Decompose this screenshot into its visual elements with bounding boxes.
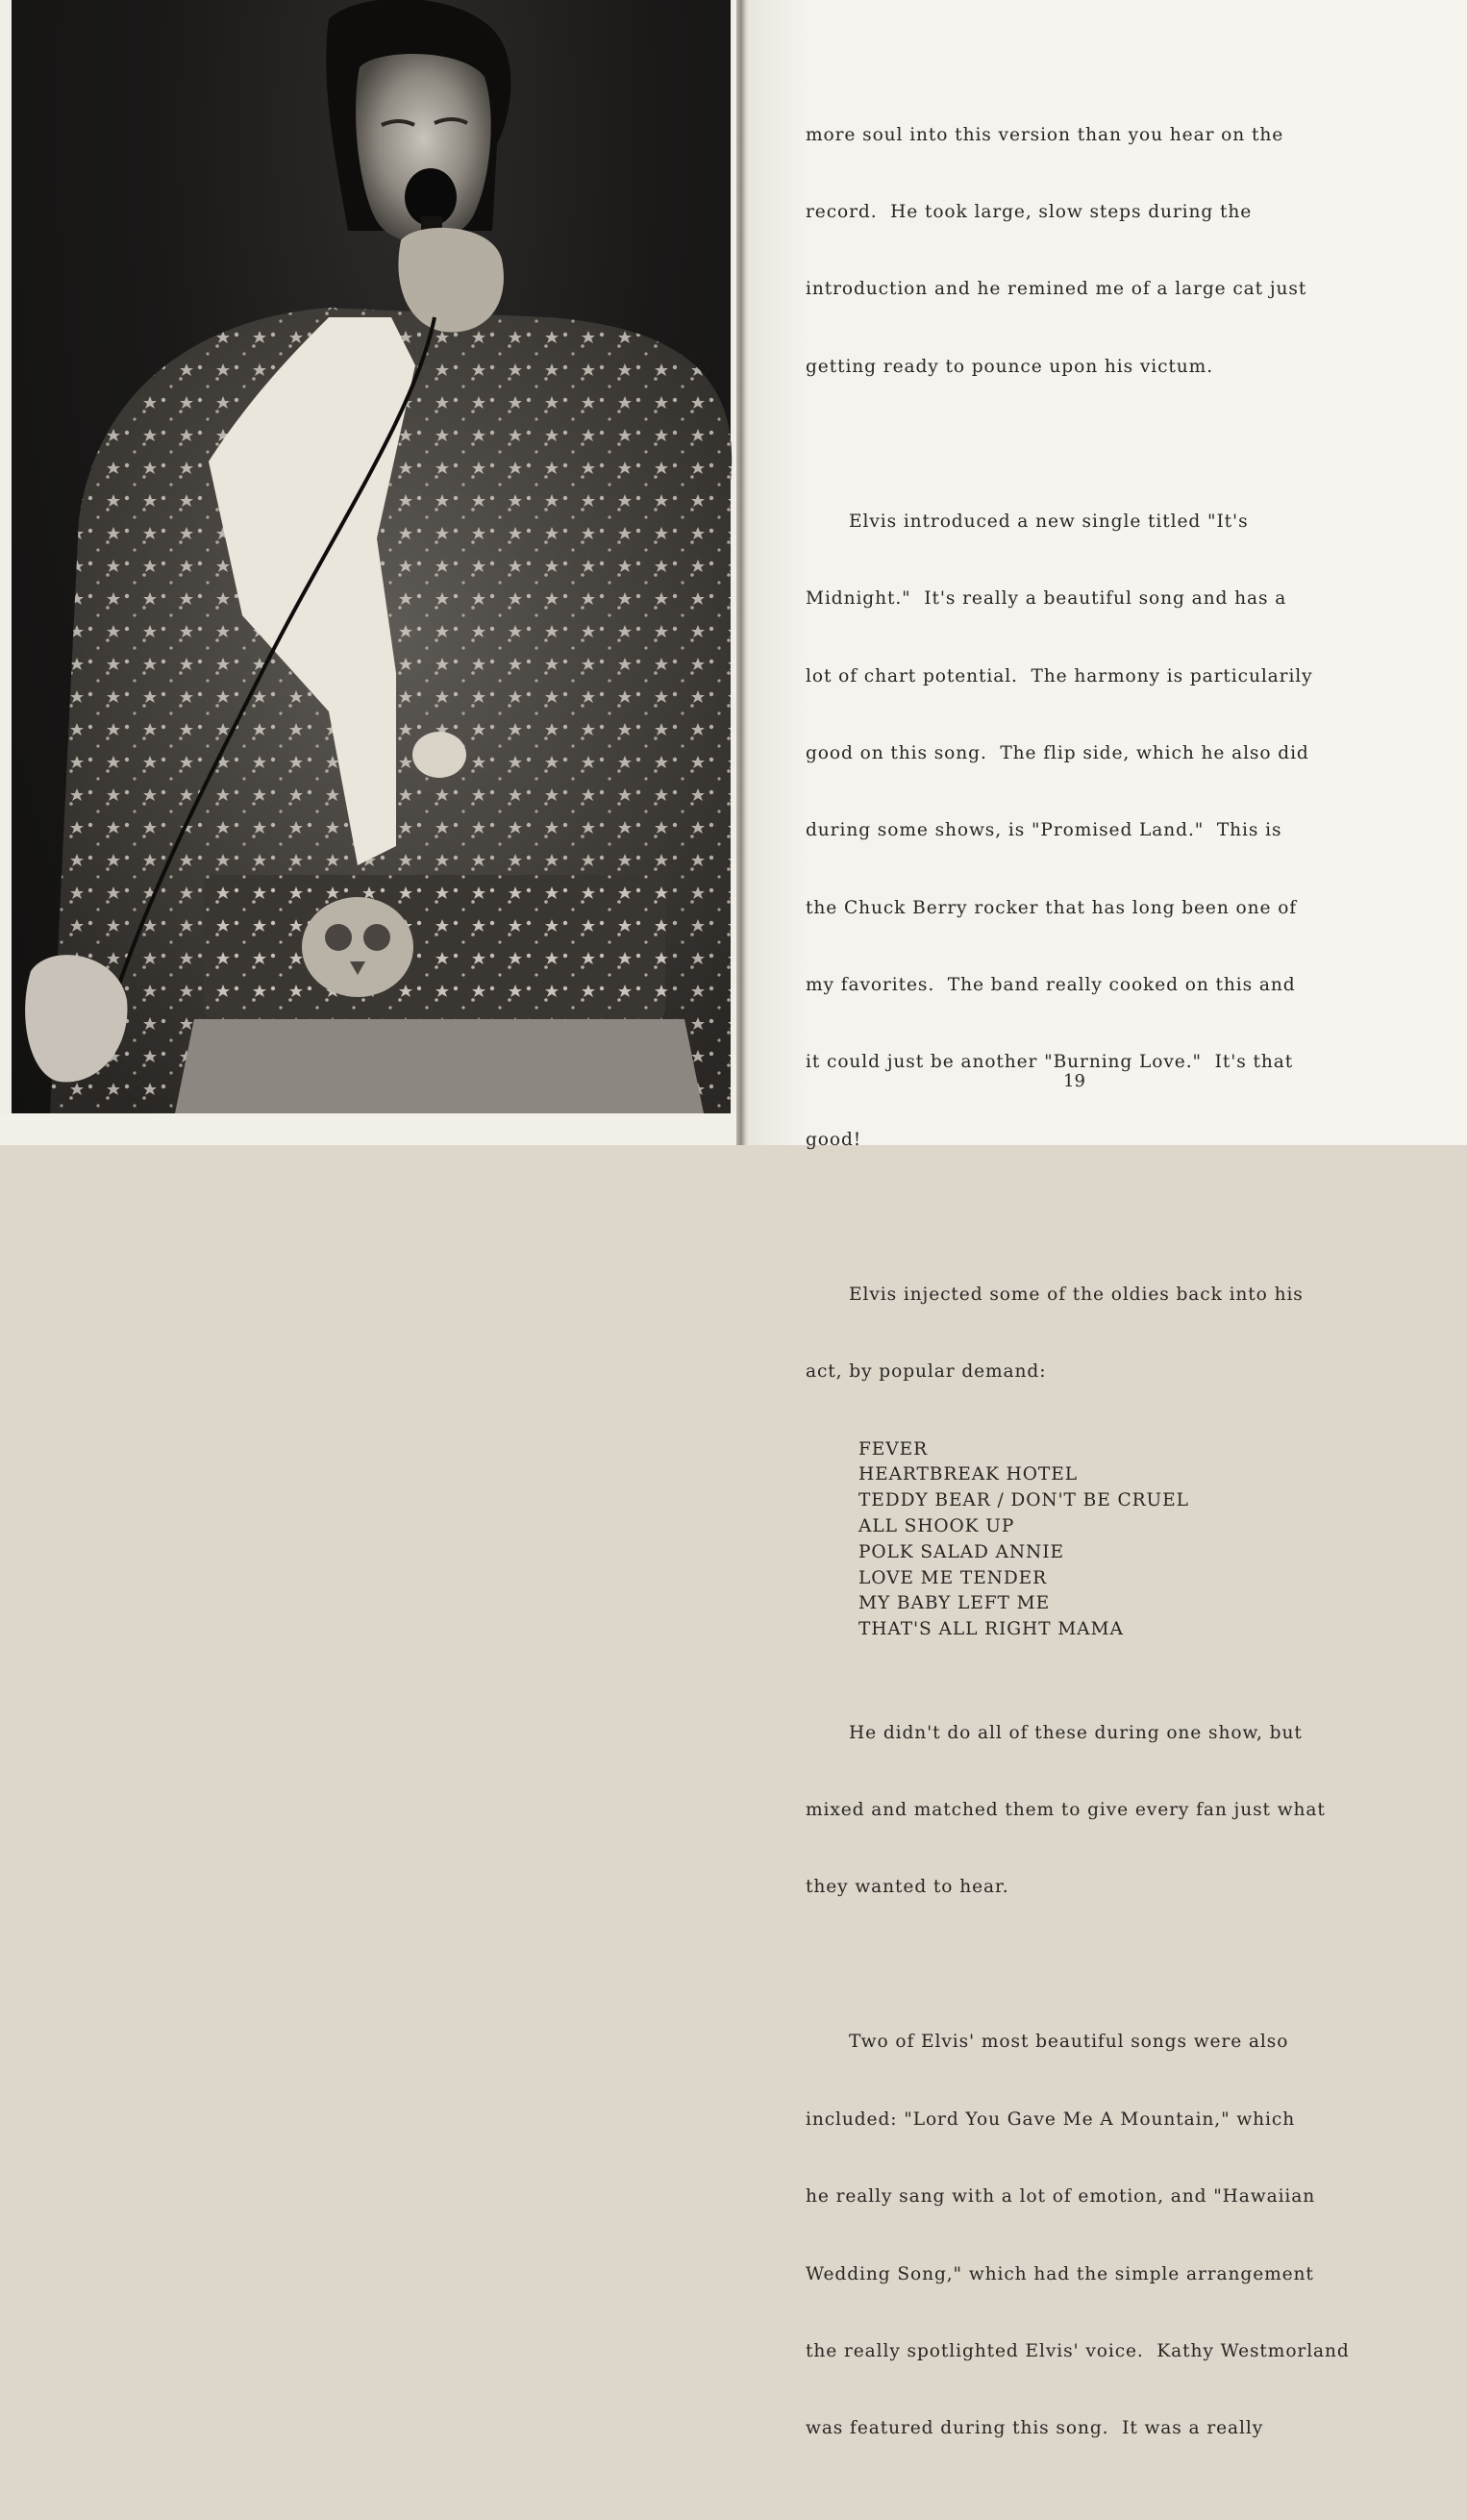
paragraph-3	[806, 1231, 1459, 1436]
page-number: 19	[1063, 1071, 1085, 1091]
text-line: good!	[806, 1129, 862, 1150]
body-text	[806, 71, 1459, 2520]
text-line: Wedding Song," which had the simple arrangement	[806, 2263, 1314, 2284]
text-line: lot of chart potential. The harmony is particularily	[806, 665, 1313, 686]
performer-photo-icon	[12, 0, 731, 1113]
song-item: POLK SALAD ANNIE	[858, 1541, 1064, 1562]
text-line: Two of Elvis' most beautiful songs were also	[849, 2032, 1289, 2053]
song-item: ALL SHOOK UP	[858, 1516, 1015, 1537]
right-page	[750, 0, 1467, 2439]
paragraph-5	[806, 1979, 1459, 2494]
text-line: Elvis injected some of the oldies back into his	[849, 1284, 1304, 1305]
paragraph-2	[806, 458, 1459, 1205]
text-line: Midnight." It's really a beautiful song and has a	[806, 588, 1287, 610]
song-item: FEVER	[858, 1438, 928, 1460]
song-item: TEDDY BEAR / DON'T BE CRUEL	[858, 1490, 1189, 1511]
text-line: my favorites. The band really cooked on this and	[806, 975, 1296, 996]
text-line: included: "Lord You Gave Me A Mountain," which	[806, 2108, 1296, 2130]
text-line: Elvis introduced a new single titled "It's	[849, 511, 1249, 532]
paragraph-4	[806, 1669, 1459, 1953]
page-margin	[0, 1113, 742, 1145]
text-line: getting ready to pounce upon his victum.	[806, 356, 1214, 377]
text-line: act, by popular demand:	[806, 1361, 1047, 1383]
text-line: mixed and matched them to give every fan just what	[806, 1800, 1326, 1820]
text-line: during some shows, is "Promised Land." This is	[806, 820, 1282, 841]
left-page	[0, 0, 742, 1145]
text-line: the really spotlighted Elvis' voice. Kathy Westmorland	[806, 2340, 1350, 2361]
paragraph-1	[806, 71, 1459, 432]
text-line: record. He took large, slow steps during the	[806, 201, 1253, 222]
book-gutter	[736, 0, 750, 1145]
song-list	[806, 1437, 1459, 1643]
text-line: he really sang with a lot of emotion, and "Hawaiian	[806, 2186, 1316, 2208]
song-item: MY BABY LEFT ME	[858, 1593, 1051, 1614]
text-line: He didn't do all of these during one show, but	[849, 1722, 1303, 1743]
song-item: LOVE ME TENDER	[858, 1567, 1048, 1588]
text-line: introduction and he remined me of a large cat just	[806, 279, 1307, 300]
song-item: HEARTBREAK HOTEL	[858, 1464, 1078, 1485]
text-line: it could just be another "Burning Love." It's that	[806, 1052, 1294, 1073]
text-line: the Chuck Berry rocker that has long been one of	[806, 897, 1298, 918]
performer-photo	[12, 0, 731, 1113]
song-item: THAT'S ALL RIGHT MAMA	[858, 1619, 1124, 1640]
text-line: more soul into this version than you hear on the	[806, 124, 1284, 145]
text-line: was featured during this song. It was a really	[806, 2418, 1264, 2439]
text-line: they wanted to hear.	[806, 1877, 1009, 1898]
text-line: good on this song. The flip side, which he also did	[806, 742, 1309, 763]
